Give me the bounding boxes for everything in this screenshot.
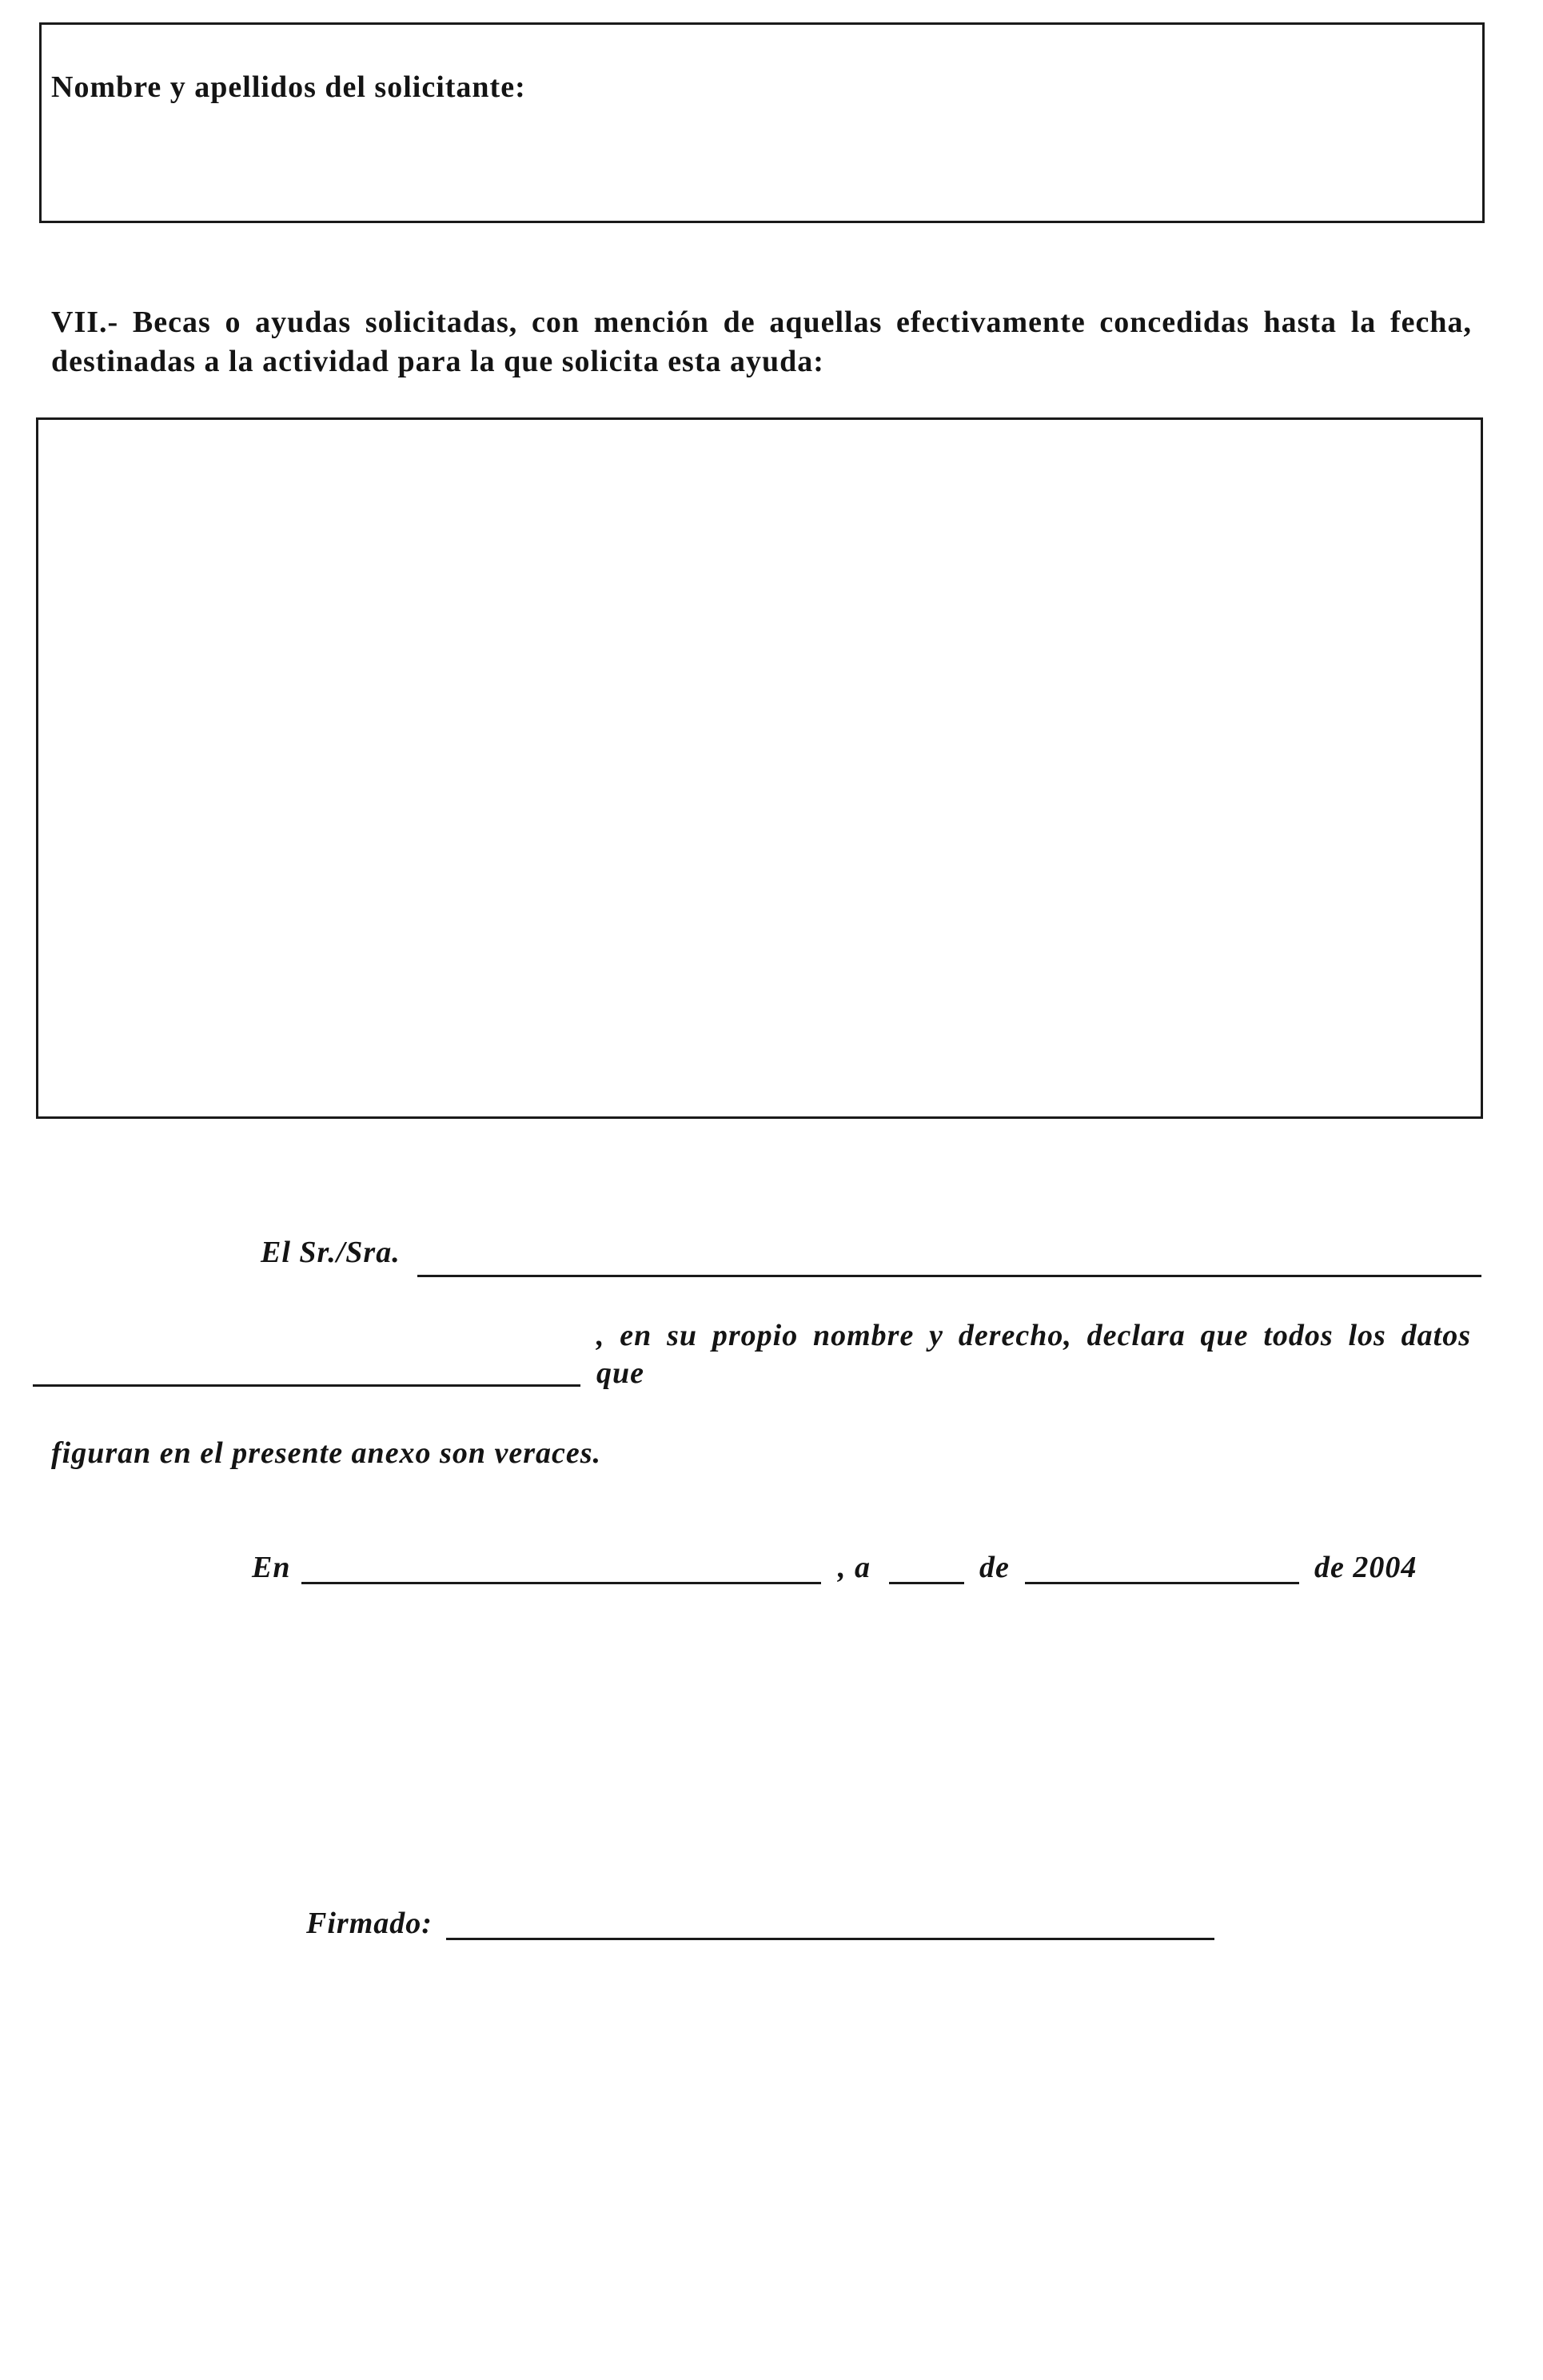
declaration-closing: figuran en el presente anexo son veraces.: [51, 1436, 602, 1470]
place-line: [301, 1582, 821, 1584]
date-year-label: de 2004: [1314, 1551, 1417, 1584]
declaration-name-continuation-line: [33, 1384, 580, 1387]
date-comma-a-label: , a: [838, 1551, 871, 1584]
sr-sra-label: El Sr./Sra.: [261, 1236, 401, 1269]
section-vii-heading-line2: destinadas a la actividad para la que solicita esta ayuda:: [51, 345, 824, 378]
sr-sra-name-line: [417, 1275, 1481, 1277]
section-vii-answer-box: [36, 417, 1483, 1119]
applicant-name-label: Nombre y apellidos del solicitante:: [51, 70, 526, 104]
section-vii-heading-line1: VII.- Becas o ayudas solicitadas, con mención de aquellas efectivamente concedidas hasta la fecha,: [51, 305, 1472, 339]
declaration-que: que: [596, 1356, 644, 1390]
signature-line: [446, 1938, 1214, 1940]
declaration-statement: , en su propio nombre y derecho, declara que todos los datos: [596, 1319, 1471, 1352]
applicant-name-box: [39, 22, 1485, 223]
month-line: [1025, 1582, 1299, 1584]
place-en-label: En: [252, 1551, 291, 1584]
signature-label: Firmado:: [306, 1907, 433, 1940]
day-line: [889, 1582, 964, 1584]
date-de-label: de: [979, 1551, 1010, 1584]
